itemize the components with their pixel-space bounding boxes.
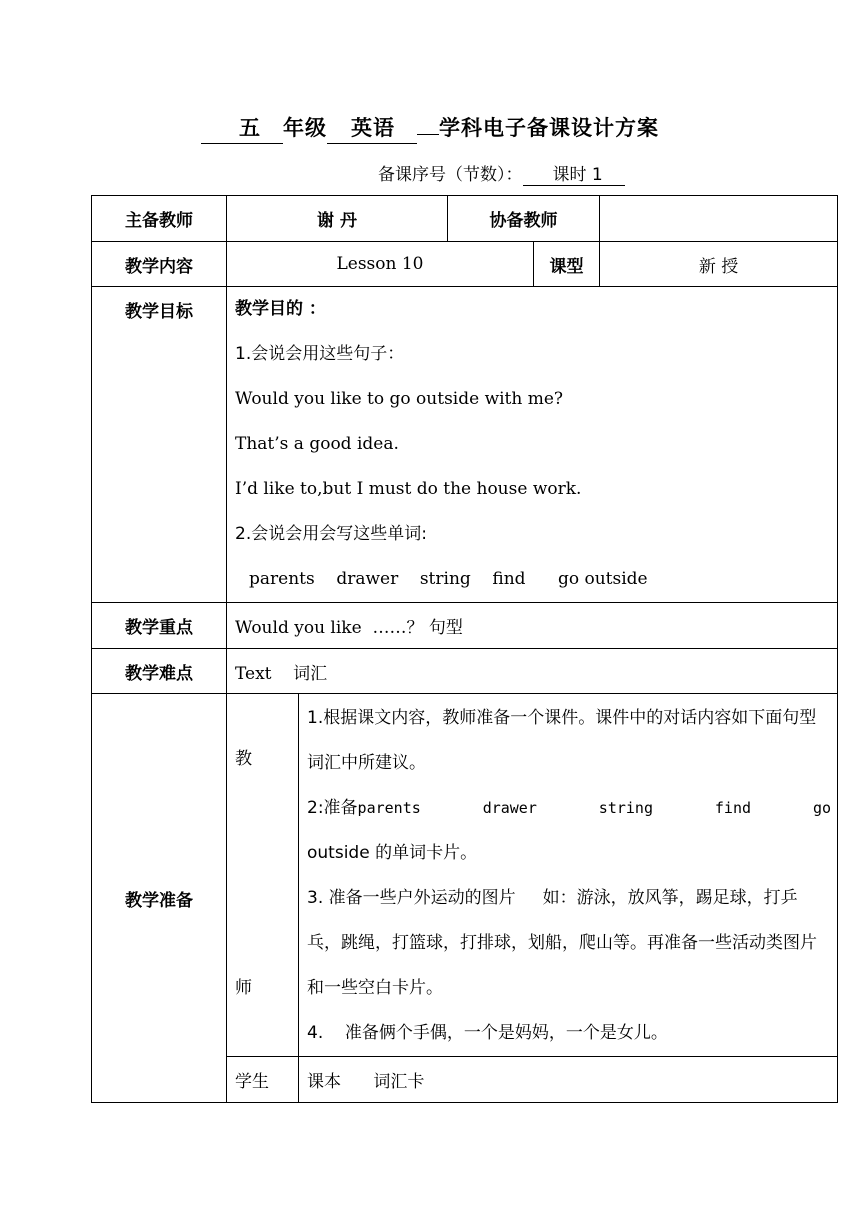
row-content bbox=[92, 242, 838, 287]
prep-word: string bbox=[598, 799, 653, 817]
title-subject: 英语 bbox=[327, 113, 417, 144]
lesson-sequence-label: 备课序号（节数）： bbox=[378, 165, 523, 185]
prep-teacher-char: 师 bbox=[235, 978, 252, 998]
main-teacher-label: 主备教师 bbox=[92, 196, 227, 242]
goals-line: I’d like to,but I must do the house work. bbox=[235, 479, 582, 499]
goals-line: Would you like to go outside with me? bbox=[235, 389, 564, 409]
prep-teacher-content bbox=[299, 694, 838, 1057]
goals-line: That’s a good idea. bbox=[235, 434, 399, 454]
lesson-type-value: 新 授 bbox=[600, 242, 838, 287]
prep-item2-rest: outside 的单词卡片。 bbox=[307, 843, 478, 863]
content-value: Lesson 10 bbox=[227, 242, 534, 287]
prep-student-label: 学生 bbox=[227, 1057, 299, 1103]
goals-content bbox=[227, 287, 838, 603]
title-grade-suffix: 年级 bbox=[283, 116, 327, 140]
difficult-point-label: 教学难点 bbox=[92, 649, 227, 694]
prep-item bbox=[307, 786, 831, 831]
prep-item: 3. 准备一些户外运动的图片 如：游泳，放风筝，踢足球，打乒乓，跳绳，打篮球，打排球，划船，爬山等。再准备一些活动类图片和一些空白卡片。 bbox=[307, 888, 817, 998]
prep-student-value: 课本 词汇卡 bbox=[299, 1057, 838, 1103]
main-teacher-value: 谢 丹 bbox=[227, 196, 448, 242]
assist-teacher-label: 协备教师 bbox=[448, 196, 600, 242]
prep-teacher-label bbox=[227, 694, 299, 1057]
title-grade: 五 bbox=[201, 113, 283, 144]
assist-teacher-value bbox=[600, 196, 838, 242]
goals-line: 1.会说会用这些句子： bbox=[235, 344, 405, 364]
title-rest: 学科电子备课设计方案 bbox=[439, 116, 659, 140]
key-point-value: Would you like ……？ 句型 bbox=[227, 603, 838, 649]
prep-word: go bbox=[812, 799, 832, 817]
row-teachers bbox=[92, 196, 838, 242]
key-point-label: 教学重点 bbox=[92, 603, 227, 649]
prep-item2-prefix: 2:准备parents bbox=[307, 798, 421, 818]
prep-word: find bbox=[714, 799, 752, 817]
prep-item: 4. 准备俩个手偶，一个是妈妈，一个是女儿。 bbox=[307, 1023, 668, 1043]
row-prep-teacher bbox=[92, 694, 838, 1057]
row-difficult-point bbox=[92, 649, 838, 694]
prep-teacher-char: 教 bbox=[235, 749, 252, 769]
prep-item: 1.根据课文内容，教师准备一个课件。课件中的对话内容如下面句型词汇中所建议。 bbox=[307, 708, 817, 773]
lesson-plan-table bbox=[91, 195, 838, 1103]
lesson-sequence-value: 课时 1 bbox=[523, 160, 625, 186]
prep-label: 教学准备 bbox=[92, 694, 227, 1103]
lesson-type-label: 课型 bbox=[534, 242, 600, 287]
page-title bbox=[0, 112, 860, 144]
goals-heading: 教学目的 ： bbox=[235, 299, 326, 319]
row-key-point bbox=[92, 603, 838, 649]
content-label: 教学内容 bbox=[92, 242, 227, 287]
prep-word: drawer bbox=[482, 799, 537, 817]
goals-label: 教学目标 bbox=[92, 287, 227, 603]
lesson-sequence bbox=[378, 160, 625, 186]
row-goals bbox=[92, 287, 838, 603]
goals-line: 2.会说会用会写这些单词: bbox=[235, 524, 427, 544]
goals-words: parents drawer string find go outside bbox=[249, 569, 648, 589]
difficult-point-value: Text 词汇 bbox=[227, 649, 838, 694]
